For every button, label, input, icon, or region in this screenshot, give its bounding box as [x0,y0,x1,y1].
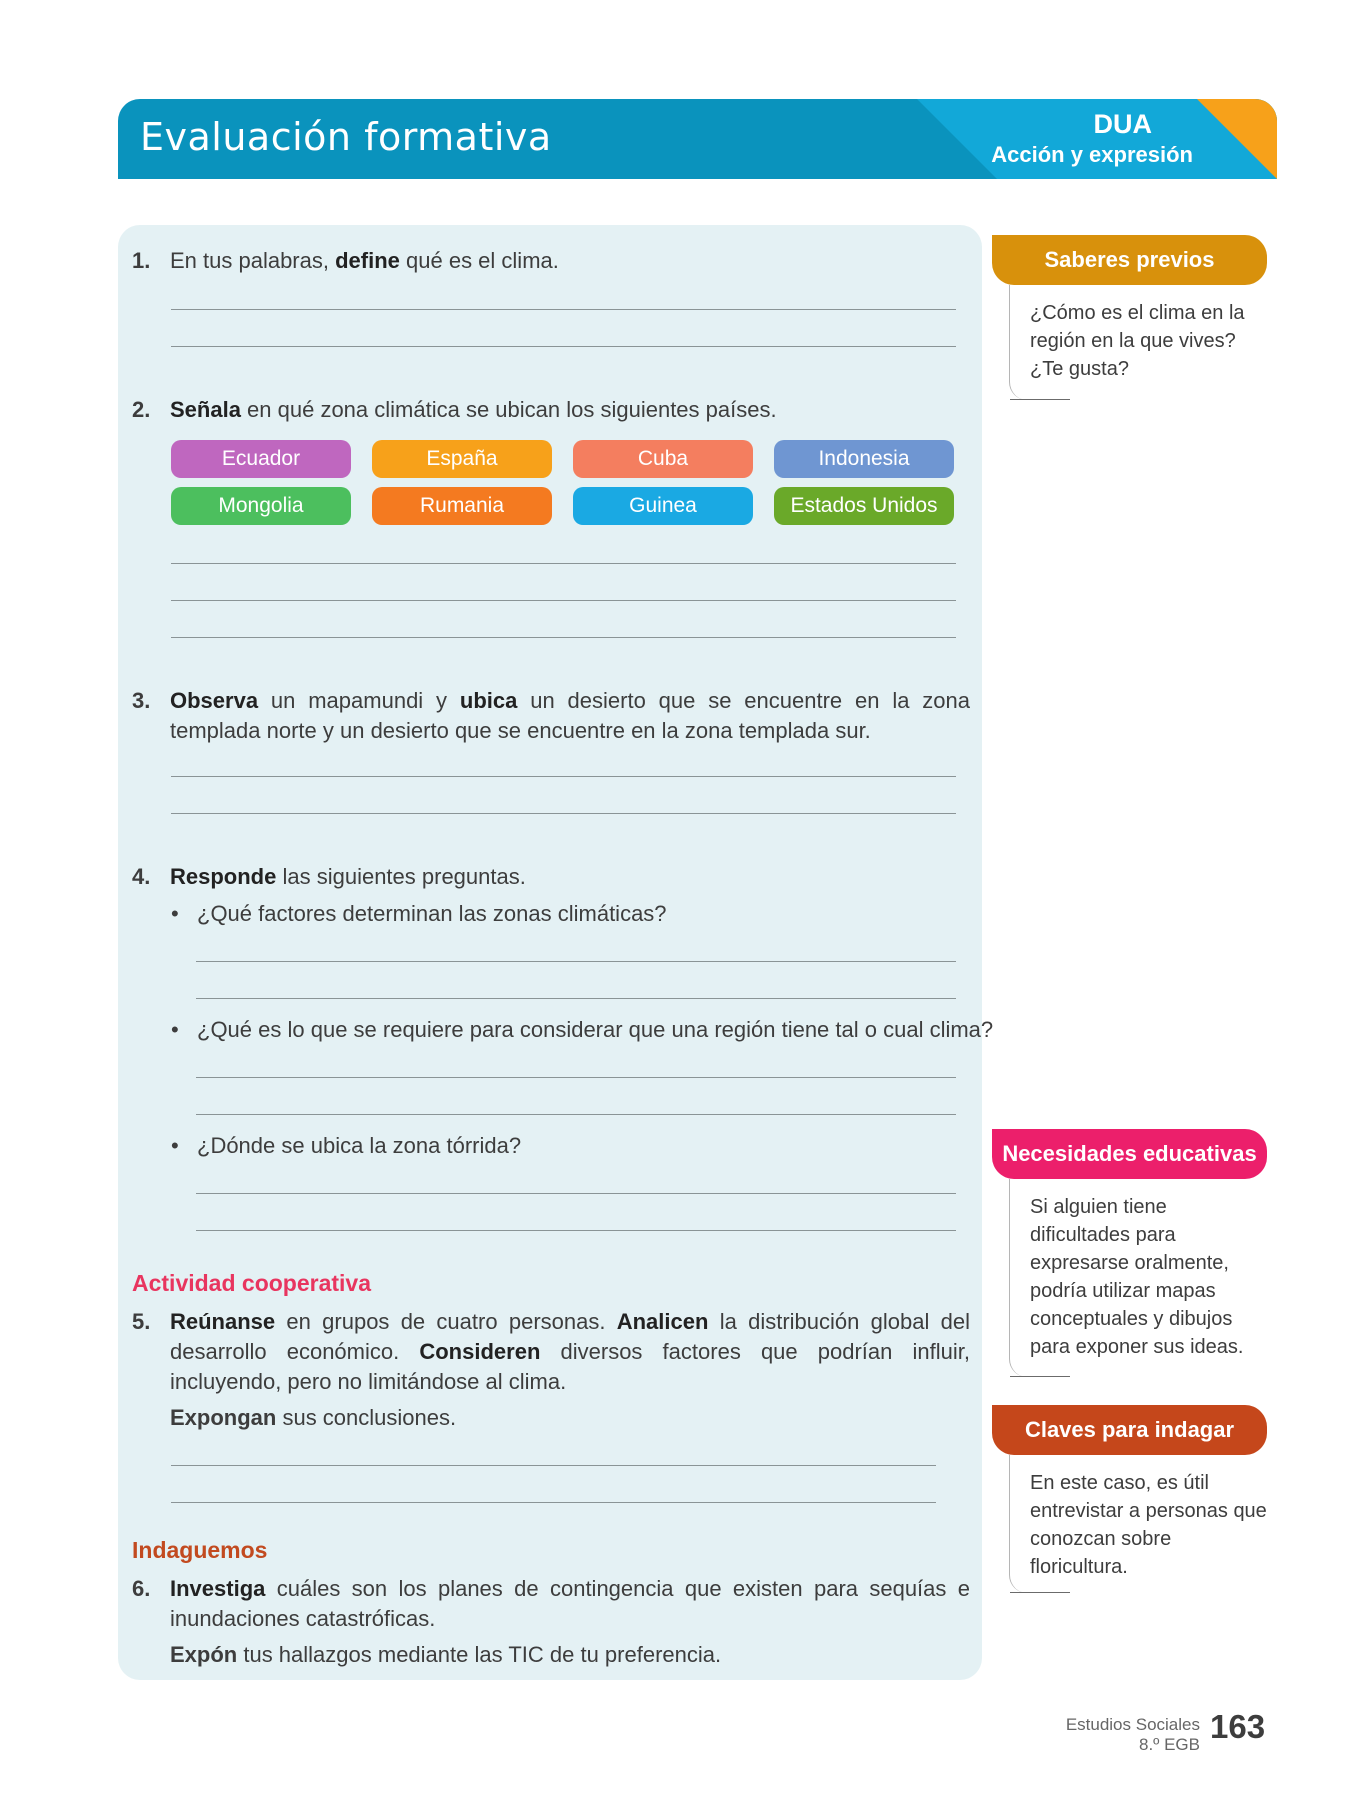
question-text: En tus palabras, [170,248,336,273]
country-tag: Guinea [573,487,753,525]
question-number: 1. [132,248,151,273]
question-verb: Reúnanse [170,1309,276,1334]
question-verb: define [335,248,400,273]
country-tag: Indonesia [774,440,954,478]
question-text: qué es el clima. [399,248,559,273]
answer-line[interactable] [171,776,956,777]
answer-line[interactable] [196,998,956,999]
question-text: un mapamundi y [258,688,460,713]
question-text: diversos factores que podrían influir, incluyendo, pero no limitándose al clima. [170,1339,970,1394]
sidebar-text: ¿Cómo es el clima en la región en la que vives? ¿Te gusta? [1030,302,1245,380]
sidebar-text: En este caso, es útil entrevistar a personas que conozcan sobre floricultura. [1030,1472,1267,1578]
sidebar-text: Si alguien tiene dificultades para expresarse oralmente, podría utilizar mapas conceptuales y dibujos para exponer sus ideas. [1030,1196,1244,1358]
question-3 [132,686,970,746]
page-number: 163 [1210,1708,1266,1745]
country-tag: Mongolia [171,487,351,525]
answer-line[interactable] [196,961,956,962]
question-text: un desierto que se encuentre en la zona templada norte y un desierto que se encuentre en la zona templada sur. [170,688,970,743]
answer-line[interactable] [196,1230,956,1231]
answer-line[interactable] [171,600,956,601]
cooperative-heading: Actividad cooperativa [132,1270,372,1296]
question-2 [132,395,970,425]
indaguemos-heading: Indaguemos [132,1537,268,1563]
necesidades-educativas-heading: Necesidades educativas [992,1129,1267,1179]
question-number: 3. [132,688,151,713]
question-number: 2. [132,397,151,422]
claves-para-indagar-text [1009,1455,1271,1593]
bullet-dot: • [171,1017,179,1042]
bullet-dot: • [171,901,179,926]
question-verb: Consideren [419,1339,541,1364]
page-title: Evaluación formativa [140,115,552,159]
question-verb: Expón [170,1642,238,1667]
footer-grade: 8.º EGB [1138,1735,1200,1754]
answer-line[interactable] [196,1114,956,1115]
bullet-question [171,1015,993,1045]
bullet-text: ¿Qué es lo que se requiere para considerar que una región tiene tal o cual clima? [197,1017,994,1042]
question-6 [132,1574,970,1670]
country-tag: Ecuador [171,440,351,478]
bullet-text: ¿Dónde se ubica la zona tórrida? [197,1133,522,1158]
question-verb: Señala [170,397,241,422]
question-text: tus hallazgos mediante las TIC de tu preferencia. [237,1642,722,1667]
question-verb: Observa [170,688,259,713]
answer-line[interactable] [171,309,956,310]
bullet-question [171,1131,521,1161]
question-verb: Responde [170,864,277,889]
bullet-text: ¿Qué factores determinan las zonas climáticas? [197,901,667,926]
answer-line[interactable] [171,813,956,814]
answer-line[interactable] [171,1465,936,1466]
box-underline [1010,1592,1070,1593]
country-tag: Estados Unidos [774,487,954,525]
question-text: en grupos de cuatro personas. [275,1309,617,1334]
country-tag: Cuba [573,440,753,478]
question-verb: Expongan [170,1405,277,1430]
question-number: 6. [132,1576,151,1601]
answer-line[interactable] [196,1077,956,1078]
question-text: en qué zona climática se ubican los siguientes países. [240,397,777,422]
question-text: la distribución global del desarrollo económico. [170,1309,970,1364]
necesidades-educativas-text [1009,1179,1271,1377]
question-verb: ubica [459,688,518,713]
question-text: cuáles son los planes de contingencia que existen para sequías e inundaciones catastróficas. [170,1576,970,1631]
country-tag: España [372,440,552,478]
question-5 [132,1307,970,1433]
question-4 [132,862,970,892]
dua-title: DUA [1093,109,1152,139]
bullet-dot: • [171,1133,179,1158]
saberes-previos-text [1009,285,1271,400]
answer-line[interactable] [171,1502,936,1503]
question-text: las siguientes preguntas. [276,864,526,889]
answer-line[interactable] [171,346,956,347]
box-underline [1010,399,1070,400]
question-number: 4. [132,864,151,889]
question-text: sus conclusiones. [276,1405,457,1430]
question-verb: Investiga [170,1576,266,1601]
question-verb: Analicen [616,1309,709,1334]
footer-subject: Estudios Sociales [1065,1715,1200,1734]
answer-line[interactable] [196,1193,956,1194]
country-tag: Rumania [372,487,552,525]
bullet-question [171,899,667,929]
question-1 [132,246,970,276]
answer-line[interactable] [171,563,956,564]
answer-line[interactable] [171,637,956,638]
dua-subtitle: Acción y expresión [991,142,1193,167]
claves-para-indagar-heading: Claves para indagar [992,1405,1267,1455]
box-underline [1010,1376,1070,1377]
question-number: 5. [132,1309,151,1334]
saberes-previos-heading: Saberes previos [992,235,1267,285]
section-header [118,99,1277,179]
